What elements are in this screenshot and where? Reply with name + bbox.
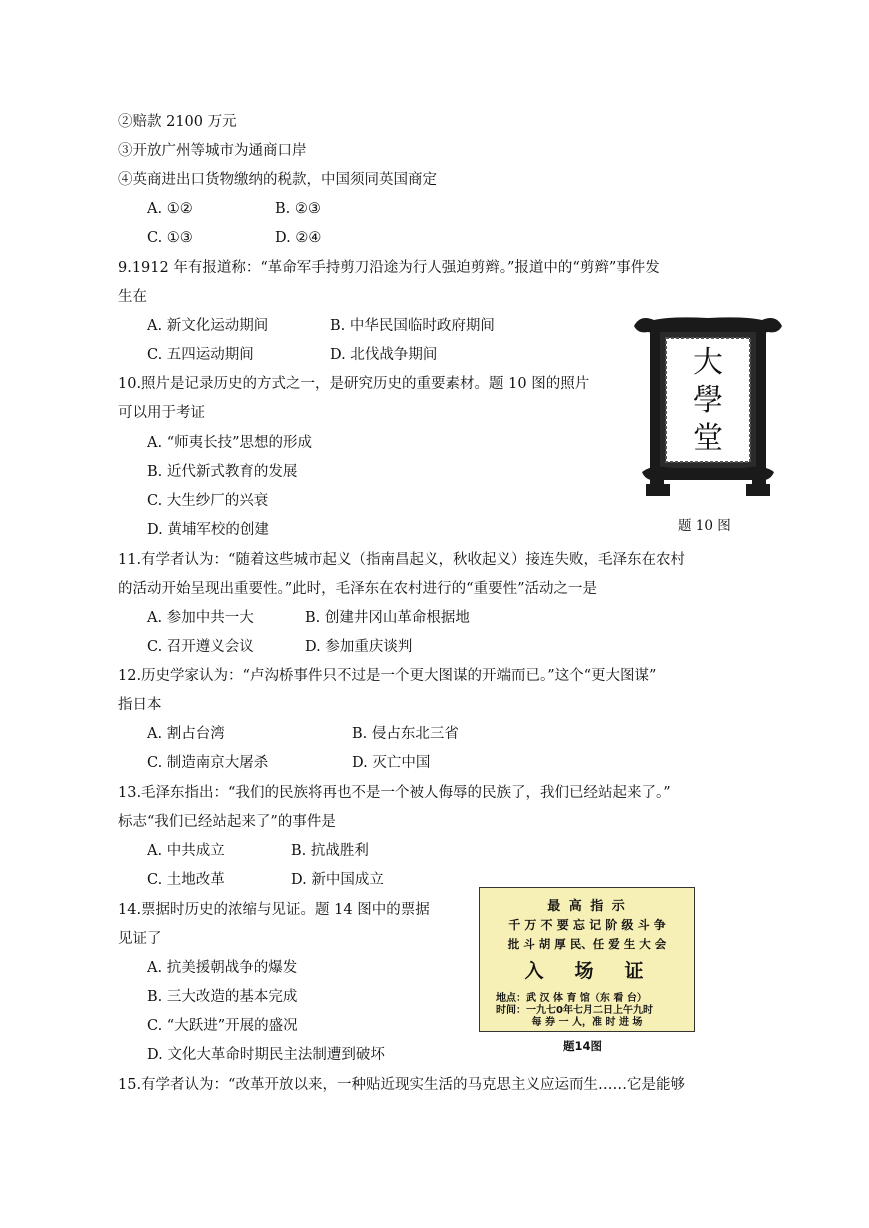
q9-option-a: A. 新文化运动期间 — [147, 318, 269, 334]
q9-stem-line1: 9.1912 年有报道称：“革命军手持剪刀沿途为行人强迫剪辫。”报道中的“剪辫”事件发 — [118, 260, 660, 276]
q12-option-b: B. 侵占东北三省 — [352, 726, 459, 742]
plaque-photo — [632, 312, 784, 498]
plaque-drawing — [632, 312, 784, 498]
ticket-line-4: 入 场 证 — [524, 960, 650, 982]
ticket-line-3: 批 斗 胡 厚 民、任 爱 生 大 会 — [507, 937, 667, 951]
q10-figure-caption: 题 10 图 — [678, 518, 731, 534]
q10-option-c: C. 大生纱厂的兴衰 — [147, 493, 269, 509]
q10-option-d: D. 黄埔军校的创建 — [147, 522, 269, 538]
q12-stem-line2: 指日本 — [118, 697, 162, 713]
q8-option-c: C. ①③ — [147, 230, 193, 246]
q8-item-4: ④英商进出口货物缴纳的税款，中国须同英国商定 — [118, 172, 437, 188]
q12-option-c: C. 制造南京大屠杀 — [147, 755, 269, 771]
q9-option-b: B. 中华民国临时政府期间 — [330, 318, 495, 334]
q13-stem-line2: 标志“我们已经站起来了”的事件是 — [118, 814, 336, 830]
q14-option-c: C. “大跃进”开展的盛况 — [147, 1018, 298, 1034]
q13-stem-line1: 13.毛泽东指出：“我们的民族将再也不是一个被人侮辱的民族了，我们已经站起来了。” — [118, 785, 671, 801]
q9-stem-line2: 生在 — [118, 289, 147, 305]
q10-stem-line1: 10.照片是记录历史的方式之一，是研究历史的重要素材。题 10 图的照片 — [118, 376, 590, 392]
q13-option-b: B. 抗战胜利 — [291, 843, 369, 859]
q14-figure-caption: 题14图 — [563, 1039, 603, 1053]
q9-option-c: C. 五四运动期间 — [147, 347, 254, 363]
q13-option-d: D. 新中国成立 — [291, 872, 384, 888]
q8-item-3: ③开放广州等城市为通商口岸 — [118, 143, 307, 159]
plaque-char-1: 大 — [693, 345, 723, 380]
ticket-line-1: 最 高 指 示 — [547, 899, 627, 914]
q13-option-c: C. 土地改革 — [147, 872, 225, 888]
q11-option-b: B. 创建井冈山革命根据地 — [305, 610, 470, 626]
plaque-char-3: 堂 — [693, 421, 723, 456]
q11-stem-line2: 的活动开始呈现出重要性。”此时，毛泽东在农村进行的“重要性”活动之一是 — [118, 581, 597, 597]
ticket-line-6: 时间：一九七0年七月二日上午九时 — [496, 1005, 653, 1016]
admission-ticket — [479, 887, 695, 1032]
q8-item-2: ②赔款 2100 万元 — [118, 114, 237, 130]
q13-option-a: A. 中共成立 — [147, 843, 225, 859]
q10-stem-line2: 可以用于考证 — [118, 405, 205, 421]
q11-option-d: D. 参加重庆谈判 — [305, 639, 413, 655]
q8-option-a: A. ①② — [147, 201, 193, 217]
q11-option-a: A. 参加中共一大 — [147, 610, 254, 626]
q12-option-d: D. 灭亡中国 — [352, 755, 431, 771]
q8-option-d: D. ②④ — [275, 230, 322, 246]
q8-option-b: B. ②③ — [275, 201, 321, 217]
q14-stem-line1: 14.票据时历史的浓缩与见证。题 14 图中的票据 — [118, 902, 430, 918]
q14-option-d: D. 文化大革命时期民主法制遭到破坏 — [147, 1047, 385, 1063]
q14-option-b: B. 三大改造的基本完成 — [147, 989, 298, 1005]
q10-option-a: A. “师夷长技”思想的形成 — [147, 435, 313, 451]
ticket-line-7: 每 券 一 人，准 时 进 场 — [531, 1017, 643, 1028]
plaque-char-2: 學 — [693, 383, 723, 418]
ticket-line-5: 地点：武 汉 体 育 馆（东 看 台） — [496, 993, 647, 1004]
q12-option-a: A. 割占台湾 — [147, 726, 225, 742]
q11-option-c: C. 召开遵义会议 — [147, 639, 254, 655]
q14-stem-line2: 见证了 — [118, 931, 162, 947]
ticket-line-2: 千 万 不 要 忘 记 阶 级 斗 争 — [508, 918, 666, 932]
q10-option-b: B. 近代新式教育的发展 — [147, 464, 298, 480]
q11-stem-line1: 11.有学者认为：“随着这些城市起义（指南昌起义，秋收起义）接连失败，毛泽东在农村 — [118, 552, 685, 568]
q15-stem-line1: 15.有学者认为：“改革开放以来，一种贴近现实生活的马克思主义应运而生……它是能够 — [118, 1077, 685, 1093]
q12-stem-line1: 12.历史学家认为：“卢沟桥事件只不过是一个更大图谋的开端而已。”这个“更大图谋” — [118, 668, 657, 684]
q14-option-a: A. 抗美援朝战争的爆发 — [147, 960, 298, 976]
q9-option-d: D. 北伐战争期间 — [330, 347, 438, 363]
